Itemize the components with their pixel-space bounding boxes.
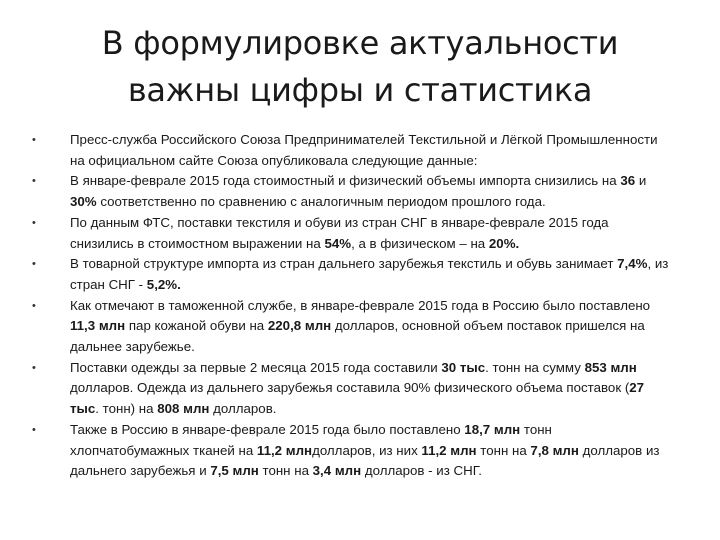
emphasized-figure: 30 тыс xyxy=(441,359,486,375)
slide-title-line-2: важны цифры и статистика xyxy=(127,71,593,109)
text-run: соответственно по сравнению с аналогичным периодом прошлого года. xyxy=(96,194,546,210)
list-item-text xyxy=(70,256,668,292)
text-run: , а в физическом – на xyxy=(351,235,489,251)
bullet-marker: • xyxy=(32,299,36,312)
emphasized-figure: 27 тыс xyxy=(70,380,645,417)
text-run: Поставки одежды за первые 2 месяца 2015 года составили xyxy=(70,359,442,375)
slide-title-line-1: В формулировке актуальности xyxy=(101,24,619,62)
list-item xyxy=(30,254,670,295)
emphasized-figure: 853 млн xyxy=(584,359,637,375)
bullet-marker: • xyxy=(32,361,36,374)
bullet-marker: • xyxy=(32,423,36,436)
list-item xyxy=(30,358,670,420)
text-run: и xyxy=(635,173,647,189)
list-item xyxy=(30,420,670,482)
text-run: тонн на xyxy=(476,442,531,458)
emphasized-figure: 11,2 млн xyxy=(256,442,313,458)
list-item xyxy=(30,130,670,171)
text-run: тонн на xyxy=(258,463,313,479)
emphasized-figure: 54% xyxy=(324,235,352,251)
text-run: В январе-феврале 2015 года стоимостный и физический объемы импорта снизились на xyxy=(70,173,621,189)
emphasized-figure: 36 xyxy=(620,173,636,189)
text-run: . тонн) на xyxy=(95,401,158,417)
emphasized-figure: 11,3 млн xyxy=(70,318,126,334)
emphasized-figure: 20%. xyxy=(488,235,520,251)
text-run: Как отмечают в таможенной службе, в январе-феврале 2015 года в Россию было поставлено xyxy=(70,297,651,313)
list-item xyxy=(30,171,670,212)
bullet-marker: • xyxy=(32,175,36,188)
list-item-text xyxy=(70,173,646,209)
emphasized-figure: 18,7 млн xyxy=(464,421,521,437)
text-run: долларов. xyxy=(209,401,277,417)
text-run: . тонн на сумму xyxy=(485,359,585,375)
bullet-list xyxy=(30,130,670,482)
text-run: По данным ФТС, поставки текстиля и обуви из стран СНГ в январе-феврале 2015 года снизились в стоимостном выражении на xyxy=(70,214,609,251)
text-run: тонн хлопчатобумажных тканей на xyxy=(70,421,552,458)
list-item xyxy=(30,296,670,358)
emphasized-figure: 5,2%. xyxy=(146,276,181,292)
text-run: Пресс-служба Российского Союза Предпринимателей Текстильной и Лёгкой Промышленности на официальном сайте Союза опубликовала следующие данные: xyxy=(70,132,658,168)
bullet-marker: • xyxy=(32,258,36,271)
text-run: В товарной структуре импорта из стран дальнего зарубежья текстиль и обувь занимает xyxy=(70,256,618,272)
bullet-marker: • xyxy=(32,134,36,146)
text-run: долларов. Одежда из дальнего зарубежья составила 90% физического объема поставок ( xyxy=(70,380,630,396)
emphasized-figure: 30% xyxy=(70,194,97,210)
bullet-marker: • xyxy=(32,216,36,229)
text-run: долларов - из СНГ. xyxy=(361,463,482,479)
emphasized-figure: 220,8 млн xyxy=(267,318,332,334)
slide-title xyxy=(80,20,640,114)
list-item-text xyxy=(70,360,644,416)
list-item-text xyxy=(70,132,658,168)
emphasized-figure: 11,2 млн xyxy=(421,442,477,458)
text-run: долларов, основной объем поставок пришелся на дальнее зарубежье. xyxy=(70,318,645,355)
emphasized-figure: 7,5 млн xyxy=(210,463,259,479)
emphasized-figure: 7,4% xyxy=(617,256,648,272)
text-run: , из стран СНГ - xyxy=(70,256,669,292)
emphasized-figure: 808 млн xyxy=(157,401,210,417)
text-run: Также в Россию в январе-феврале 2015 года было поставлено xyxy=(70,421,465,437)
emphasized-figure: 7,8 млн xyxy=(530,442,579,458)
text-run: пар кожаной обуви на xyxy=(125,318,268,334)
list-item-text xyxy=(70,215,609,251)
emphasized-figure: 3,4 млн xyxy=(312,463,362,479)
list-item-text xyxy=(70,298,650,354)
list-item xyxy=(30,213,670,254)
text-run: долларов из дальнего зарубежья и xyxy=(70,442,660,479)
text-run: долларов, из них xyxy=(312,442,422,458)
list-item-text xyxy=(70,422,659,478)
